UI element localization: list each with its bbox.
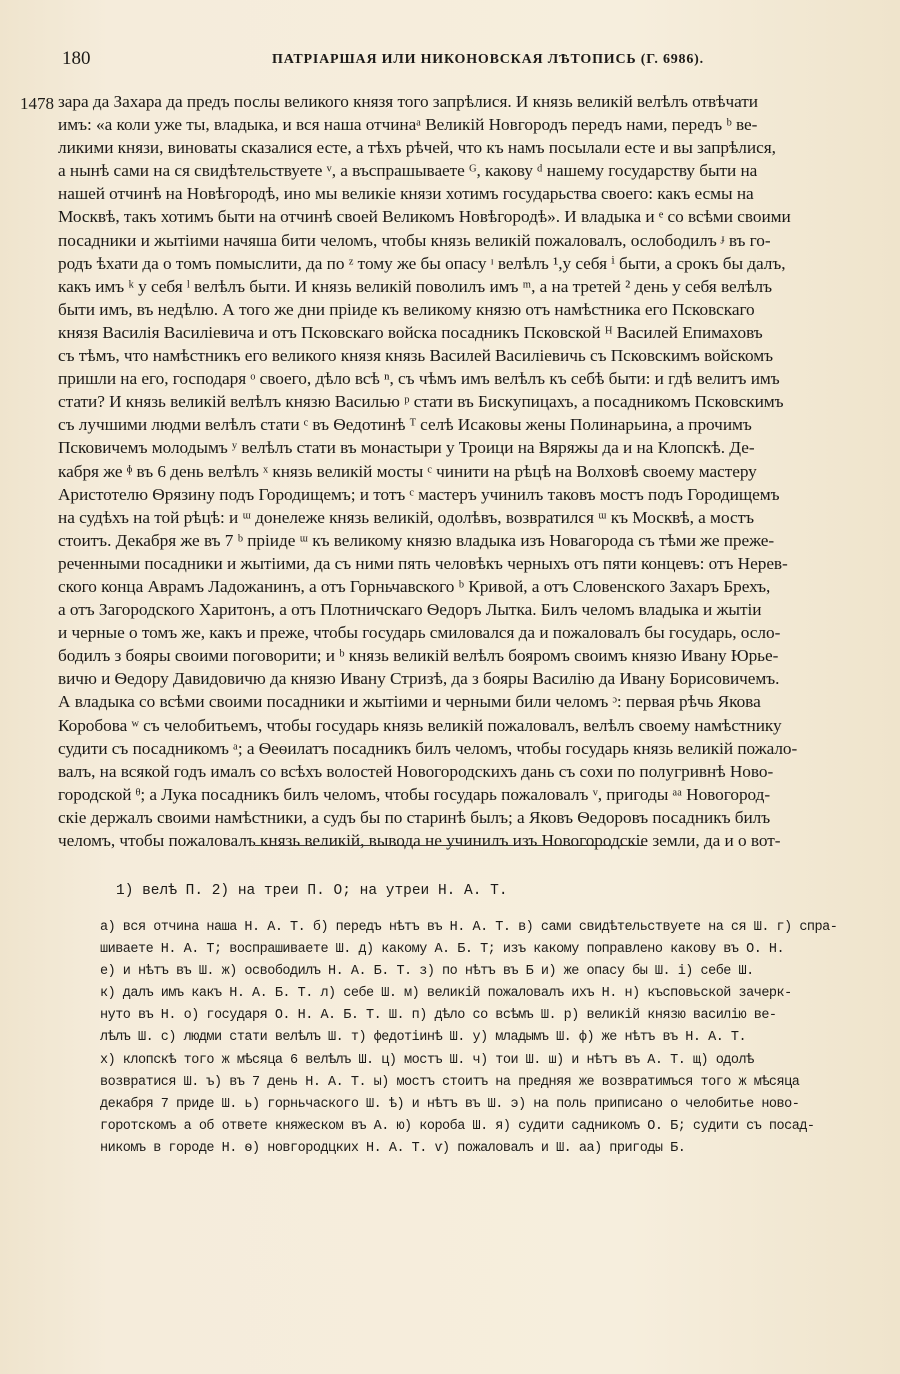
text-line: зара да Захара да предъ послы великого князя того запрѣлися. И князь великій велѣлъ отвѣчати <box>58 92 759 111</box>
text-line: вичю и Ѳедору Давидовичю да князю Ивану Стризѣ, да з бояры Василію да Ивану Борисовичемъ. <box>58 669 780 689</box>
text-line: Аристотелю Ѳрязину подъ Городищемъ; и тотъ ᶜ мастеръ учинилъ таковъ мостъ подъ Городищемъ <box>58 484 780 504</box>
footnote-line: декабря 7 приде Ш. ь) горньчаского Ш. ѣ) и нѣтъ въ Ш. э) на поль приписано о челобитье ново- <box>100 1096 800 1112</box>
text-line: а отъ Загородского Харитонъ, а отъ Плотничскаго Ѳедоръ Лытка. Билъ челомъ владыка и жытіи <box>58 600 762 620</box>
text-line: судити съ посадникомъ ᵃ; а Ѳеѳилатъ посадникъ билъ челомъ, чтобы государь князь великій пожало- <box>58 738 798 758</box>
footnote-line: лѣлъ Ш. с) людми стати велѣлъ Ш. т) федотіинѣ Ш. у) младымъ Ш. ф) же нѣтъ въ Н. А. Т. <box>100 1030 747 1046</box>
text-line: пришли на его, господаря ᵒ своего, дѣло всѣ ⁿ, съ чѣмъ имъ велѣлъ къ себѣ быти: и гдѣ велитъ имъ <box>58 369 780 389</box>
main-text-body <box>58 90 880 852</box>
text-line: челомъ, чтобы пожаловалъ князь великій, вывода не учинилъ изъ Новогородскіе земли, да и о вот- <box>58 831 781 850</box>
text-line: городской ᶿ; а Лука посадникъ билъ челомъ, чтобы государь пожаловалъ ᵛ, пригоды ᵃᵃ Новогород- <box>58 784 771 804</box>
text-line: Москвѣ, такъ хотимъ быти на отчинѣ своей Великомъ Новѣгородѣ». И владыка и ᵉ со всѣми своими <box>58 207 791 227</box>
footnote-line: возвратися Ш. ъ) въ 7 день Н. А. Т. ы) мостъ стоитъ на предняя же возвратимъся того ж мѣсяца <box>100 1074 800 1090</box>
text-line: ского конца Аврамъ Ладожанинъ, а отъ Горньчавского ᵇ Кривой, а отъ Словенского Захаръ Брехъ, <box>58 576 771 596</box>
footnote-line: к) далъ имъ какъ Н. А. Б. Т. л) себе Ш. м) великій пожаловалъ ихъ Н. н) късповьской зачерк- <box>100 986 792 1002</box>
text-line: Псковичемъ молодымъ ʸ велѣлъ стати въ монастыри у Троици на Вяряжы да и на Клопскѣ. Де- <box>58 438 755 458</box>
footnote-line: шиваете Н. А. Т; воспрашиваете Ш. д) какому А. Б. Т; изъ какому поправлено какову въ О. Н. <box>100 942 785 958</box>
text-line: валъ, на всякой годъ ималъ со всѣхъ волостей Новогородскихъ дань съ сохи по полугривнѣ Ново- <box>58 761 774 781</box>
text-line: стати? И князь великій велѣлъ князю Василью ᵖ стати въ Бискупицахъ, а посадникомъ Псковскимъ <box>58 392 784 412</box>
text-line: съ лучшими людми велѣлъ стати ᶜ въ Ѳедотинѣ ᵀ селѣ Исаковы жены Полинарьина, а прочимъ <box>58 415 752 435</box>
footnote-line: а) вся отчина наша Н. А. Т. б) передъ нѣтъ въ Н. А. Т. в) сами свидѣтельствуете на ся Ш. г) спра- <box>100 920 838 935</box>
text-line: посадники и жытіими начяша бити челомъ, чтобы князь великій пожаловалъ, ослободилъ ᶡ въ го- <box>58 230 771 250</box>
year-marker: 1478 <box>20 94 54 113</box>
text-line: а нынѣ сами на ся свидѣтельствуете ᵛ, а въспрашываете ᴳ, какову ᵈ нашему государству быти на <box>58 161 758 181</box>
text-line: князя Василія Василіевича и отъ Псковскаго войска посадникъ Псковской ᴴ Василей Епимаховъ <box>58 322 763 342</box>
text-line: какъ имъ ᵏ у себя ˡ велѣлъ быти. И князь великій поволилъ имъ ᵐ, а на третей ² день у себя велѣлъ <box>58 276 772 296</box>
text-line: Коробова ʷ съ челобитьемъ, чтобы государь князь великій пожаловалъ, велѣлъ своему намѣстнику <box>58 715 782 735</box>
page-header <box>62 48 862 76</box>
running-title: ПАТРІАРШАЯ ИЛИ НИКОНОВСКАЯ ЛѢТОПИСЬ (Г. 6986). <box>272 52 704 67</box>
text-line: А владыка со всѣми своими посадники и жытіими и черными били челомъ ᵓ: первая рѣчь Якова <box>58 692 761 712</box>
footnote-line: нуто въ Н. о) государя О. Н. А. Б. Т. Ш. п) дѣло со всѣмъ Ш. р) великій князю василію ве- <box>100 1008 777 1024</box>
footnote-lettered-block <box>100 917 870 1160</box>
text-line: съ тѣмъ, что намѣстникъ его великого князя князь Василей Василіевичь съ Псковскимъ войскомъ <box>58 346 773 366</box>
footnote-line: е) и нѣтъ въ Ш. ж) освободилъ Н. А. Б. Т. з) по нѣтъ въ Б и) же опасу бы Ш. і) себе Ш. <box>100 964 754 980</box>
text-line: бодилъ з бояры своими поговорити; и ᵇ князь великій велѣлъ бояромъ своимъ князю Ивану Юрье- <box>58 646 779 666</box>
footnote-line: никомъ в городе Н. ѳ) новгородцких Н. А. Т. ѵ) пожаловалъ и Ш. аа) пригоды Б. <box>100 1140 686 1156</box>
text-line: нашей отчинѣ на Новѣгородѣ, ино мы великіе князи хотимъ государьства своего: какъ есмы на <box>58 184 754 204</box>
footnote-numbered: 1) велѣ П. 2) на треи П. О; на утреи Н. А. Т. <box>116 883 508 899</box>
text-line: стоитъ. Декабря же въ 7 ᵇ пріиде ᵚ къ великому князю владыка изъ Новагорода съ тѣми же преже- <box>58 530 775 550</box>
footnote-line: горотскомъ а об ответе княжеском въ А. ю) короба Ш. я) судити садникомъ О. Б; судити съ посад- <box>100 1118 815 1134</box>
text-line: и черные о томъ же, какъ и преже, чтобы государь смиловался да и пожаловалъ бы государь, осло- <box>58 623 781 643</box>
text-line: быти имъ, въ недѣлю. А того же дни пріиде къ великому князю отъ намѣстника его Псковскаго <box>58 299 755 319</box>
text-line: ликими князи, виноваты сказалися есте, а тѣхъ рѣчей, что къ намъ посылали есте и вы запрѣлися, <box>58 138 776 158</box>
footnote-line: х) клопскѣ того ж мѣсяца 6 велѣлъ Ш. ц) мостъ Ш. ч) тои Ш. ш) и нѣтъ въ А. Т. щ) одолѣ <box>100 1052 754 1068</box>
text-line: родъ ѣхати да о томъ помыслити, да по ᶻ тому же бы опасу ᶦ велѣлъ ¹,у себя ⁱ быти, а срокъ бы далъ, <box>58 253 786 273</box>
text-line: имъ: «а коли уже ты, владыка, и вся наша отчинаᵃ Великій Новгородъ передъ нами, передъ ᵇ ве- <box>58 115 758 135</box>
text-line: на судѣхъ на той рѣцѣ: и ᵚ донележе князь великій, одолѣвъ, возвратился ᵚ къ Москвѣ, а мостъ <box>58 507 754 527</box>
text-line: кабря же ᶲ въ 6 день велѣлъ ˣ князь великій мосты ᶜ чинити на рѣцѣ на Волховѣ своему мастеру <box>58 461 757 481</box>
text-line: скіе держалъ своими намѣстники, а судъ бы по старинѣ былъ; а Яковъ Ѳедоровъ посадникъ билъ <box>58 807 771 827</box>
footnote-divider <box>255 845 647 846</box>
page-number: 180 <box>62 48 91 69</box>
text-line: реченными посадники и жытіими, да съ ними пять человѣкъ черныхъ отъ пяти концевъ: отъ Нерев- <box>58 553 788 573</box>
